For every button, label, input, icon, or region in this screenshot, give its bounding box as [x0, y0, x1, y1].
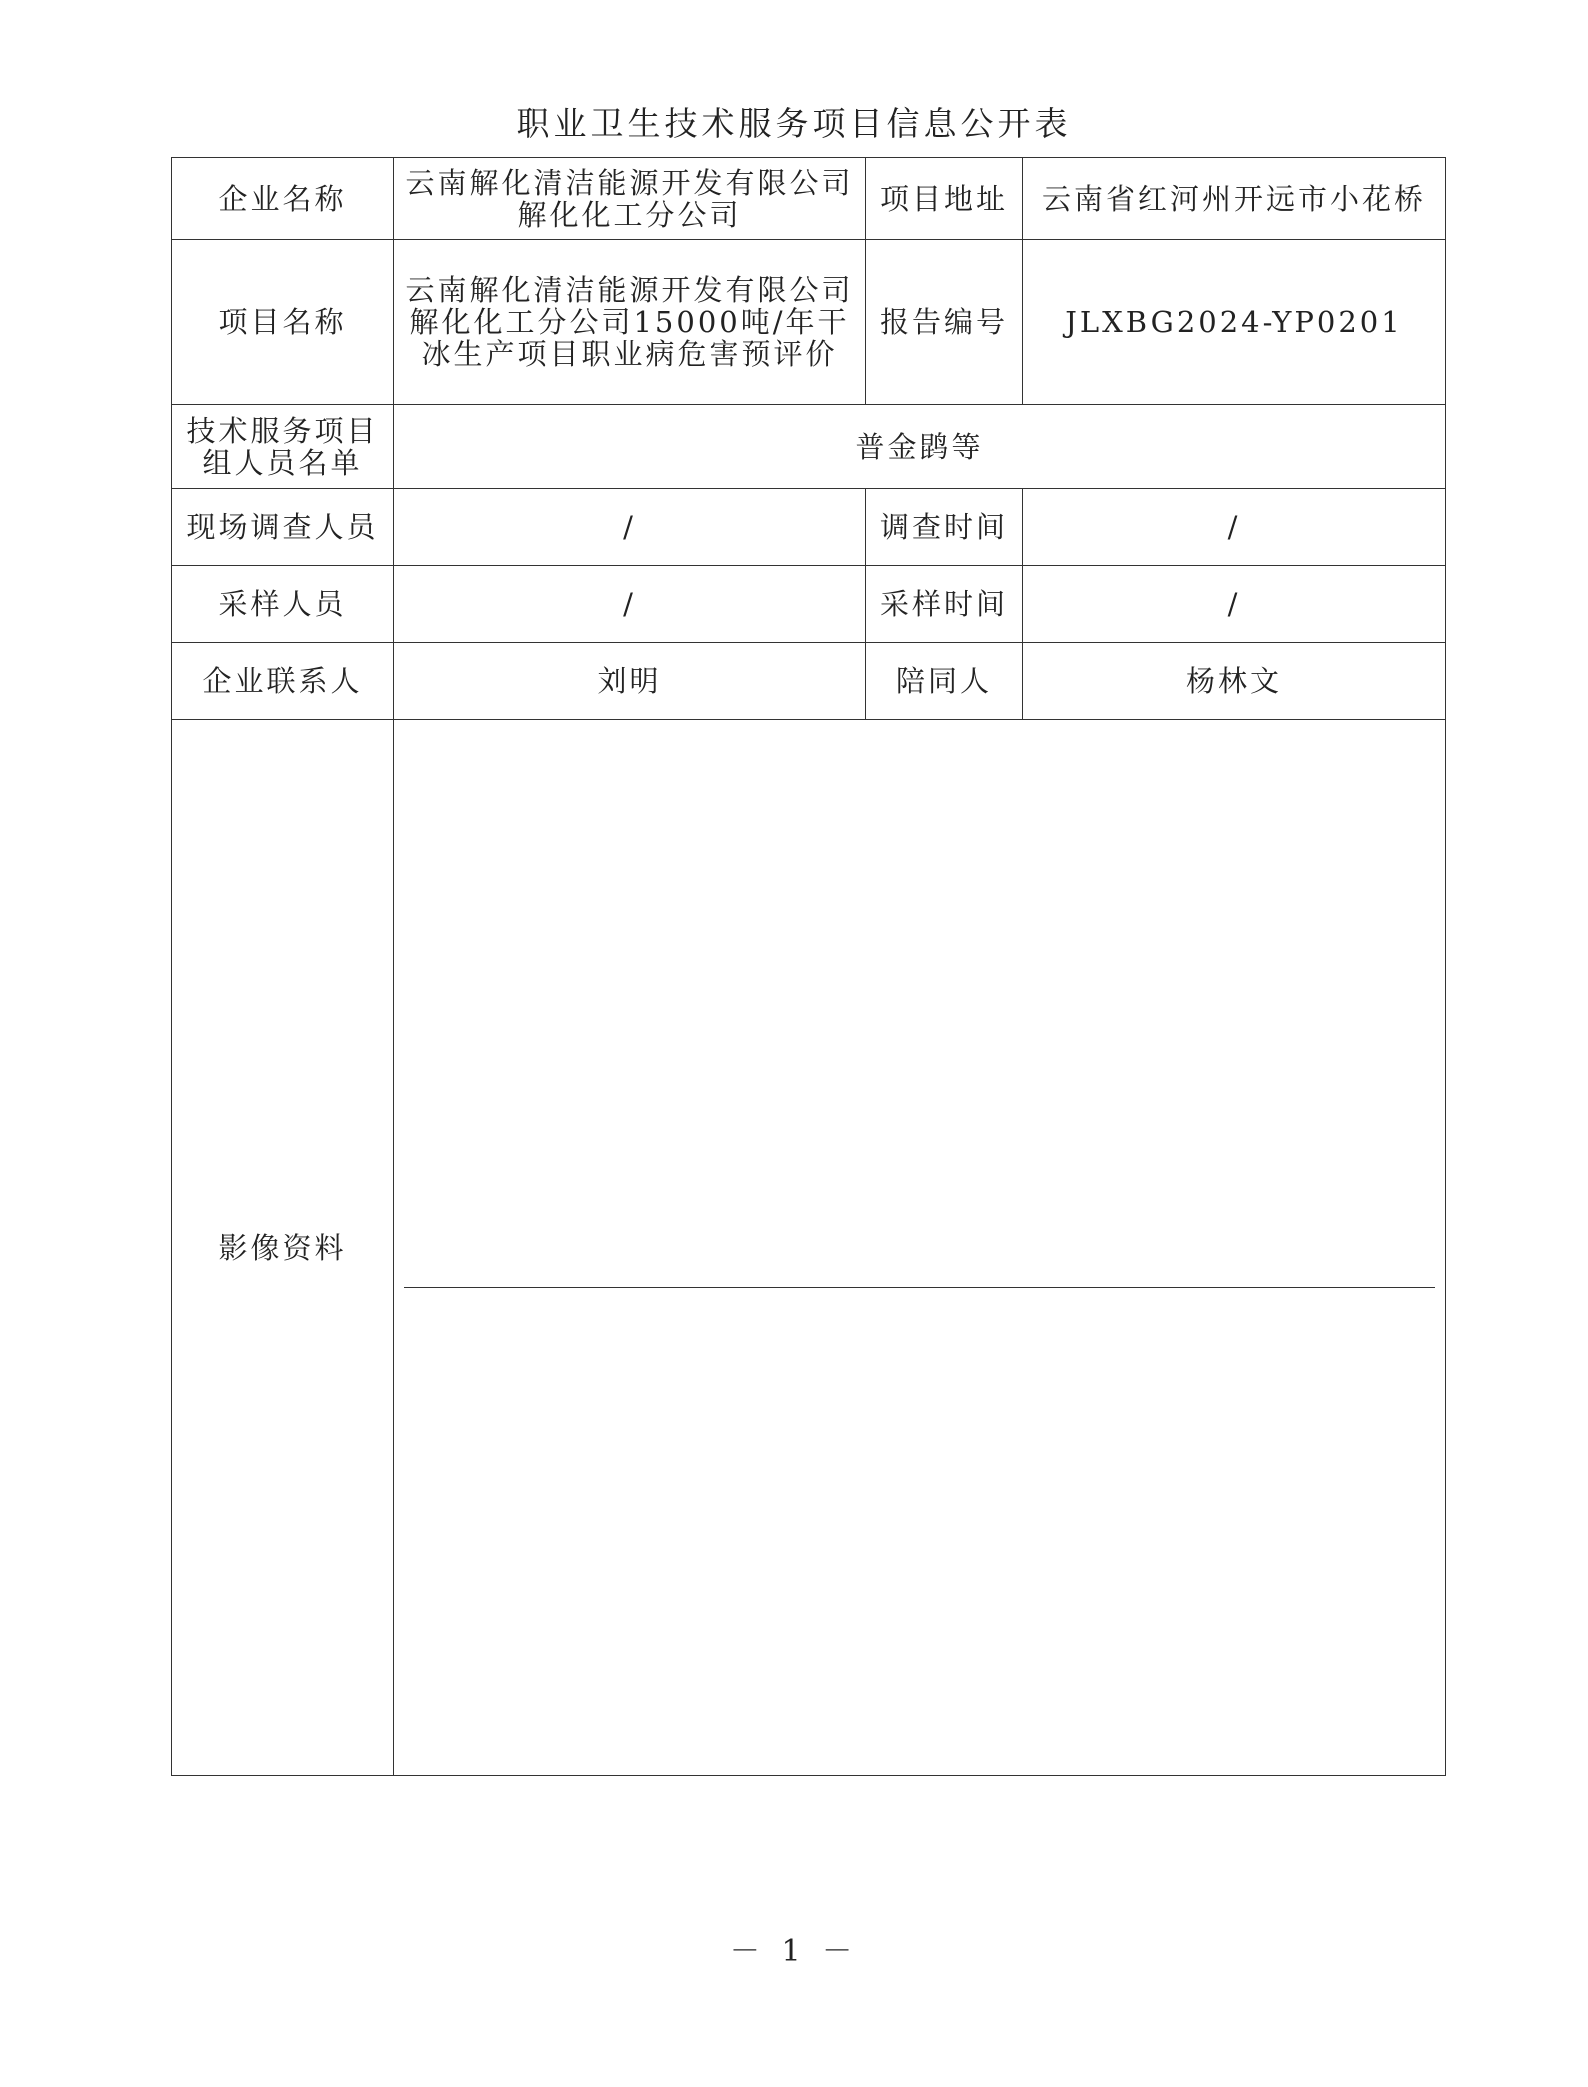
sampling-time-value: /	[1023, 566, 1446, 643]
survey-time-label: 调查时间	[866, 489, 1023, 566]
sampling-staff-value: /	[394, 566, 866, 643]
company-name-label: 企业名称	[172, 158, 394, 240]
team-label: 技术服务项目组人员名单	[172, 405, 394, 489]
sampling-staff-label: 采样人员	[172, 566, 394, 643]
sampling-time-label: 采样时间	[866, 566, 1023, 643]
page-title: 职业卫生技术服务项目信息公开表	[516, 104, 1072, 143]
images-area	[394, 720, 1446, 1776]
table-row	[172, 405, 1446, 489]
project-address-label: 项目地址	[866, 158, 1023, 240]
contact-label: 企业联系人	[172, 643, 394, 720]
survey-staff-label: 现场调查人员	[172, 489, 394, 566]
table-row	[172, 643, 1446, 720]
info-table	[171, 157, 1446, 1776]
escort-value: 杨林文	[1023, 643, 1446, 720]
table-row	[172, 240, 1446, 405]
company-name-value: 云南解化清洁能源开发有限公司解化化工分公司	[394, 158, 866, 240]
table-row	[172, 720, 1446, 1776]
images-label: 影像资料	[172, 720, 394, 1776]
page-number: － 1 －	[729, 1934, 859, 1969]
report-no-value: JLXBG2024-YP0201	[1023, 240, 1446, 405]
project-name-label: 项目名称	[172, 240, 394, 405]
report-no-label: 报告编号	[866, 240, 1023, 405]
table-row	[172, 158, 1446, 240]
table-row	[172, 566, 1446, 643]
escort-label: 陪同人	[866, 643, 1023, 720]
image-slot	[404, 1288, 1435, 1775]
image-slot	[404, 720, 1435, 1288]
project-name-value: 云南解化清洁能源开发有限公司解化化工分公司15000吨/年干冰生产项目职业病危害预评价	[394, 240, 866, 405]
team-value: 普金鹍等	[394, 405, 1446, 489]
project-address-value: 云南省红河州开远市小花桥	[1023, 158, 1446, 240]
survey-staff-value: /	[394, 489, 866, 566]
survey-time-value: /	[1023, 489, 1446, 566]
table-row	[172, 489, 1446, 566]
contact-value: 刘明	[394, 643, 866, 720]
